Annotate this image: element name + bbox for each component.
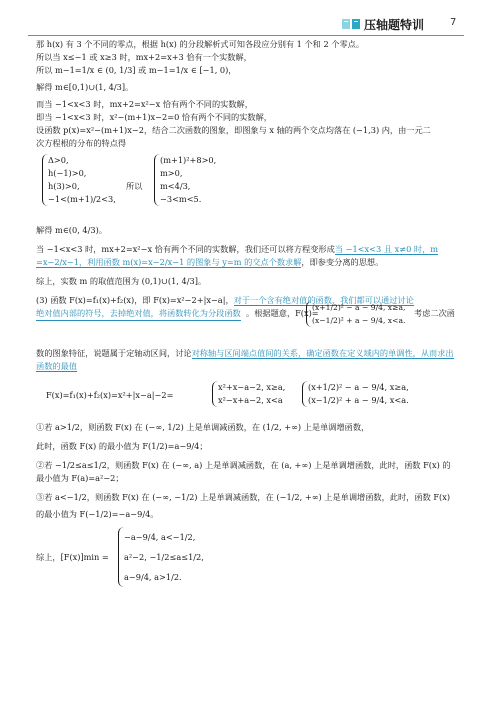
text-line: 最小值为 F(a)=a²−2； xyxy=(36,473,124,483)
system-line: m<4/3, xyxy=(160,181,191,191)
header-title: 压轴题特训 xyxy=(364,18,425,32)
system-line: h(3)>0, xyxy=(48,181,80,191)
text-span: 当 −1<x<3 时，mx+2=x²−x 恰有两个不同的实数解，我们还可以将方程变形成 xyxy=(36,244,335,254)
system-line: (x−1/2)² + a − 9/4, x<a. xyxy=(308,395,409,405)
text-span: 综上，[F(x)]min = xyxy=(36,552,109,562)
highlight-text: 函数的最值 xyxy=(36,361,77,371)
text-line xyxy=(36,243,464,256)
text-line: 而当 −1<x<3 时，mx+2=x²−x 恰有两个不同的实数解， xyxy=(36,99,253,109)
system-line: (x+1/2)² − a − 9/4, x≥a, xyxy=(312,303,406,312)
text-line: 所以 m−1=1/x ∈ (0, 1/3] 或 m−1=1/x ∈ [−1, 0)， xyxy=(36,65,237,75)
system-line: −a−9/4, a<−1/2, xyxy=(124,532,196,542)
text-line: 解得 m∈(0, 4/3)。 xyxy=(36,225,107,235)
text-span: ，即参变分离的思想。 xyxy=(301,257,384,267)
text-line: ③若 a<−1/2，则函数 F(x) 在 (−∞, −1/2) 上是单调减函数，在 (−1/2, +∞) 上是单调增函数，此时，函数 F(x) xyxy=(36,492,451,502)
function-definition xyxy=(36,381,464,415)
system-line: a−9/4, a>1/2. xyxy=(124,572,182,582)
system-line: a²−2, −1/2≤a≤1/2, xyxy=(124,552,204,562)
document-body xyxy=(36,38,464,589)
system-line: (x−1/2)² + a − 9/4, x<a. xyxy=(312,316,406,325)
system-line: (m+1)²+8>0, xyxy=(160,155,217,165)
text-span: 数的图象特征，说题属于定轴动区间，讨论 xyxy=(36,348,192,358)
text-line: 那 h(x) 有 3 个不同的零点，根据 h(x) 的分段解析式可知各段应分别有 1 个和 2 个零点。 xyxy=(36,39,365,49)
system-line: −1<(m+1)/2<3, xyxy=(48,194,116,204)
text-span: F(x)=f₁(x)+f₂(x)=x²+|x−a|−2= xyxy=(46,390,174,400)
system-line: x²+x−a−2, x≥a, xyxy=(218,382,286,392)
system-line: (x+1/2)² − a − 9/4, x≥a, xyxy=(308,382,409,392)
highlight-text: 对于一个含有绝对值的函数，我们都可以通过讨论 xyxy=(233,295,414,305)
condition-system xyxy=(36,154,464,220)
text-line: ②若 −1/2≤a≤1/2，则函数 F(x) 在 (−∞, a) 上是单调减函数，在 (a, +∞) 上是单调增函数，此时，函数 F(x) 的 xyxy=(36,460,451,470)
text-line: 综上，实数 m 的取值范围为 (0,1)∪(1, 4/3]。 xyxy=(36,276,207,286)
system-line: h(−1)>0, xyxy=(48,168,87,178)
text-line: 此时，函数 F(x) 的最小值为 F(1/2)=a−9/4； xyxy=(36,441,208,451)
text-line: 次方程根的分布的特点得 xyxy=(36,138,127,148)
page-header xyxy=(0,14,480,36)
page-number: 7 xyxy=(450,17,457,28)
text-line: 即当 −1<x<3 时，x²−(m+1)x−2=0 恰有两个不同的实数解， xyxy=(36,112,272,122)
system-line: Δ>0, xyxy=(48,155,69,165)
highlight-text: 对称轴与区间端点值间的关系，确定函数在定义域内的单调性，从而求出 xyxy=(191,348,454,358)
therefore-label: 所以 xyxy=(126,181,143,191)
system-line: x²−x+a−2, x<a xyxy=(218,395,283,405)
system-line: −3<m<5. xyxy=(160,194,202,204)
text-span: (3) 函数 F(x)=f₁(x)+f₂(x)，即 F(x)=x²−2+|x−a|， xyxy=(36,295,234,305)
text-line: ①若 a>1/2，则函数 F(x) 在 (−∞, 1/2) 上是单调减函数，在 (1/2, +∞) 上是单调增函数， xyxy=(36,422,370,432)
system-line: m>0, xyxy=(160,168,183,178)
text-line xyxy=(36,256,464,269)
text-span: 考虑二次函 xyxy=(414,308,455,318)
text-line: 的最小值为 F(−1/2)=−a−9/4。 xyxy=(36,509,159,519)
text-line xyxy=(36,347,464,360)
min-value-summary xyxy=(36,527,464,589)
text-line xyxy=(36,360,464,373)
text-span: 。根据题意，F(x)= xyxy=(246,308,319,318)
text-line: 设函数 p(x)=x²−(m+1)x−2，结合二次函数的图象，即图象与 x 轴的两个交点均落在 (−1,3) 内，由一元二 xyxy=(36,125,431,135)
highlight-text: =x−2/x−1，利用函数 m(x)=x−2/x−1 的图象与 y=m 的交点个数求解 xyxy=(36,257,302,267)
piecewise-block xyxy=(36,303,464,347)
highlight-text: 当 −1<x<3 且 x≠0 时，m xyxy=(334,244,439,254)
text-line: 解得 m∈[0,1)∪(1, 4/3]。 xyxy=(36,82,134,92)
header-rule xyxy=(28,35,464,36)
book-logo-icon xyxy=(340,16,362,32)
text-line: 所以当 x≤−1 或 x≥3 时，mx+2=x+3 恰有一个实数解， xyxy=(36,52,252,62)
highlight-text: 绝对值内部的符号，去掉绝对值，将函数转化为分段函数 xyxy=(36,307,241,321)
